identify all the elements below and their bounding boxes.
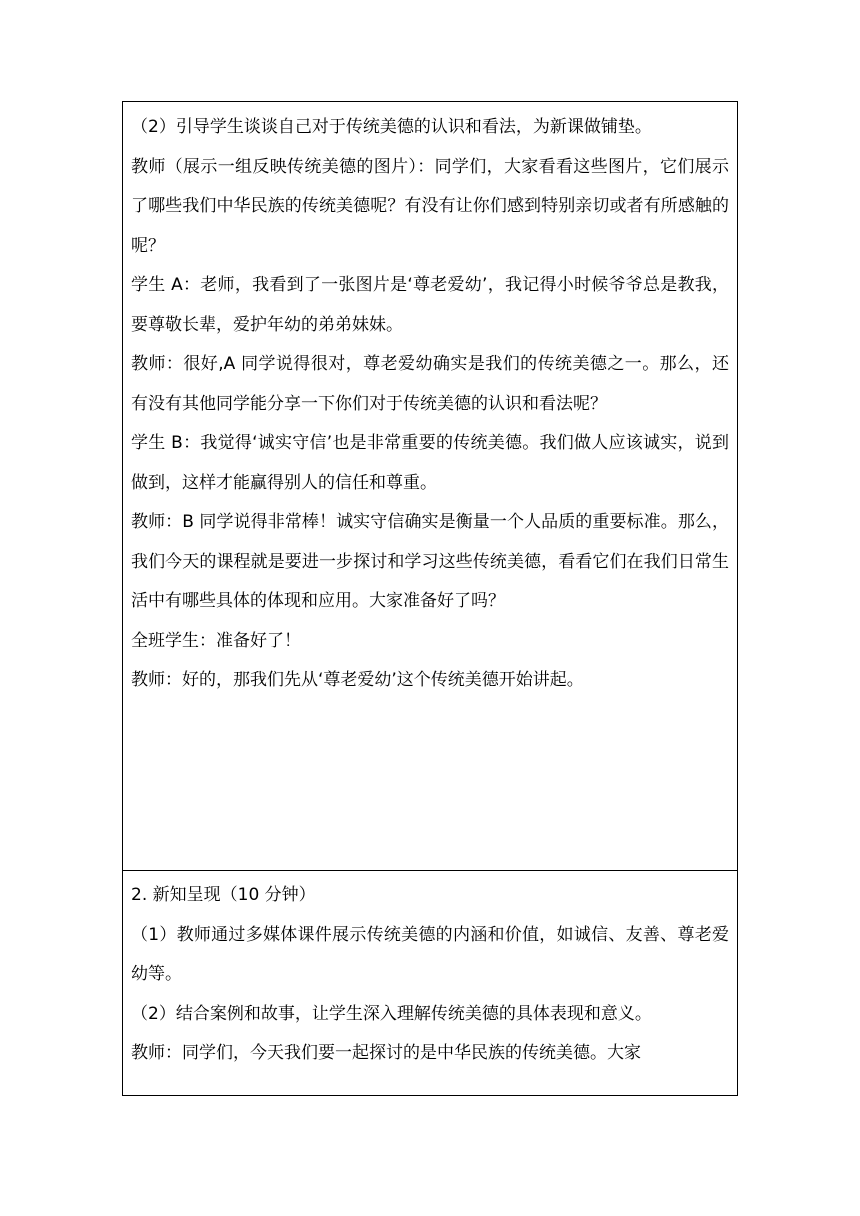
paragraph: （2）结合案例和故事，让学生深入理解传统美德的具体表现和意义。	[131, 1003, 652, 1024]
paragraph: 全班学生：准备好了！	[131, 630, 301, 651]
paragraph: 教师：B 同学说得非常棒！诚实守信确实是衡量一个人品质的重要标准。那么，我们今天的课程就是要进一步探讨和学习这些传统美德，看看它们在我们日常生活中有哪些具体的体现和应用。大家准备好了吗？	[131, 512, 729, 611]
paragraph: 教师（展示一组反映传统美德的图片）：同学们，大家看看这些图片，它们展示了哪些我们中华民族的传统美德呢？有没有让你们感到特别亲切或者有所感触的呢？	[131, 156, 729, 256]
table-cell-introduction	[131, 108, 729, 868]
paragraph: 教师：很好,A 同学说得很对，尊老爱幼确实是我们的传统美德之一。那么，还有没有其他同学能分享一下你们对于传统美德的认识和看法呢？	[131, 354, 729, 414]
paragraph: 学生 B：我觉得‘诚实守信’也是非常重要的传统美德。我们做人应该诚实，说到做到，这样才能赢得别人的信任和尊重。	[131, 433, 729, 493]
paragraph: （1）教师通过多媒体课件展示传统美德的内涵和价值，如诚信、友善、尊老爱幼等。	[131, 924, 729, 984]
lesson-table	[122, 101, 738, 1096]
paragraph: （2）引导学生谈谈自己对于传统美德的认识和看法，为新课做铺垫。	[131, 117, 652, 137]
paragraph: 学生 A：老师，我看到了一张图片是‘尊老爱幼’，我记得小时候爷爷总是教我，要尊敬长辈，爱护年幼的弟弟妹妹。	[131, 275, 729, 335]
section-heading: 2. 新知呈现（10 分钟）	[131, 885, 316, 905]
paragraph: 教师：同学们，今天我们要一起探讨的是中华民族的传统美德。大家	[131, 1043, 641, 1063]
table-row-divider	[123, 870, 737, 871]
paragraph: 教师：好的，那我们先从‘尊老爱幼’这个传统美德开始讲起。	[131, 670, 584, 690]
table-cell-new-knowledge	[131, 876, 729, 1092]
